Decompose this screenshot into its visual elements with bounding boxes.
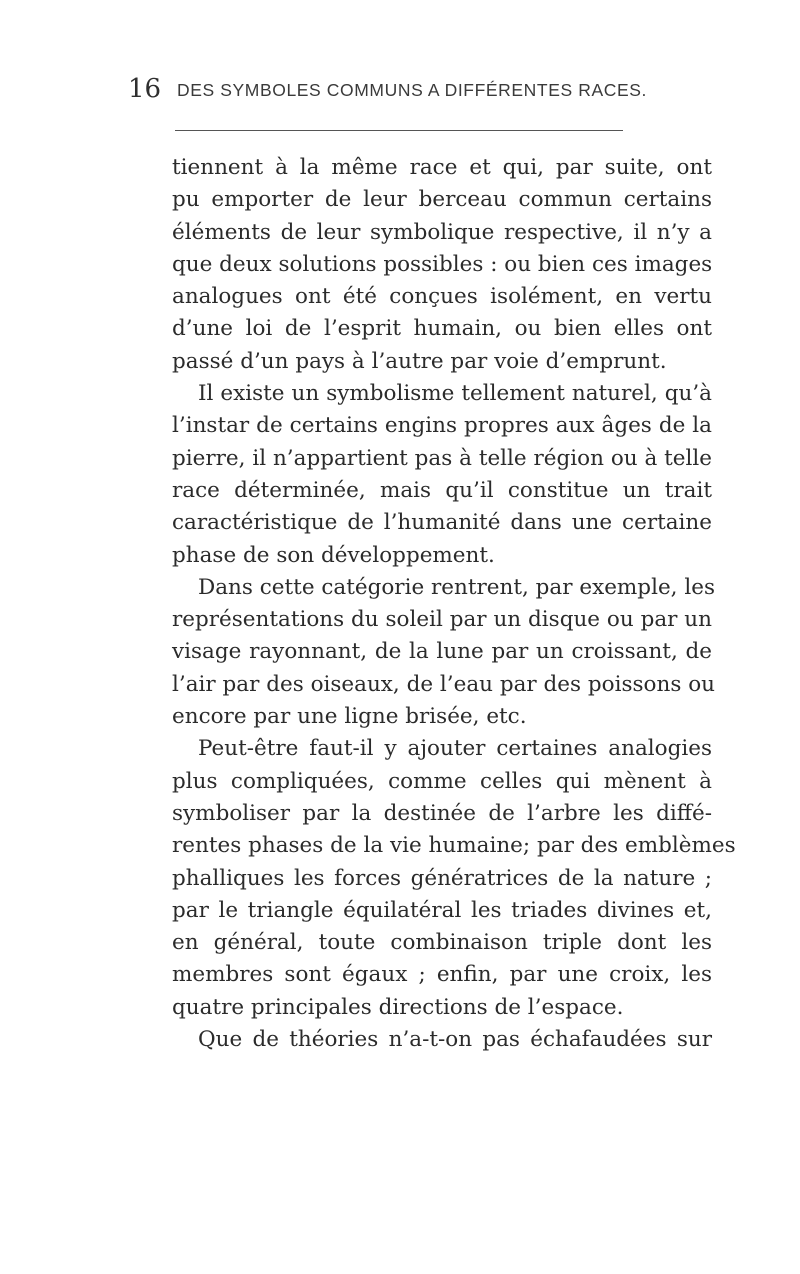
text-line: Dans cette catégorie rentrent, par exemple, les bbox=[198, 574, 715, 600]
text-line: pu emporter de leur berceau commun certains bbox=[172, 187, 712, 213]
text-line: plus compliquées, comme celles qui mènent à bbox=[172, 768, 712, 794]
running-header bbox=[128, 74, 688, 108]
text-line: que deux solutions possibles : ou bien ces images bbox=[172, 251, 713, 277]
text-line: visage rayonnant, de la lune par un croissant, de bbox=[172, 639, 712, 665]
running-title: DES SYMBOLES COMMUNS A DIFFÉRENTES RACES. bbox=[177, 80, 647, 100]
text-line: symboliser par la destinée de l’arbre les diffé- bbox=[172, 800, 712, 826]
text-line: représentations du soleil par un disque ou par un bbox=[172, 607, 712, 633]
text-line: quatre principales directions de l’espace. bbox=[172, 994, 624, 1020]
text-line: Il existe un symbolisme tellement naturel, qu’à bbox=[198, 381, 712, 407]
text-line: l’air par des oiseaux, de l’eau par des poissons ou bbox=[172, 671, 716, 697]
text-line: en général, toute combinaison triple dont les bbox=[172, 930, 712, 956]
text-line: encore par une ligne brisée, etc. bbox=[172, 704, 527, 730]
text-line: phase de son développement. bbox=[172, 542, 495, 568]
text-line: Peut-être faut-il y ajouter certaines analogies bbox=[198, 736, 712, 762]
text-line: éléments de leur symbolique respective, il n’y a bbox=[172, 219, 712, 245]
text-line: pierre, il n’appartient pas à telle région ou à telle bbox=[172, 445, 712, 471]
text-line: phalliques les forces génératrices de la nature ; bbox=[172, 865, 712, 891]
text-line: membres sont égaux ; enfin, par une croix, les bbox=[172, 962, 712, 988]
header-rule bbox=[175, 130, 623, 131]
text-line: rentes phases de la vie humaine; par des emblèmes bbox=[172, 833, 736, 859]
page-number: 16 bbox=[128, 74, 162, 104]
text-line: Que de théories n’a-t-on pas échafaudées sur bbox=[198, 1027, 712, 1053]
text-line: l’instar de certains engins propres aux âges de la bbox=[172, 413, 712, 439]
text-line: analogues ont été conçues isolément, en vertu bbox=[172, 284, 712, 310]
text-line: passé d’un pays à l’autre par voie d’emprunt. bbox=[172, 348, 667, 374]
text-line: par le triangle équilatéral les triades divines et, bbox=[172, 897, 712, 923]
body-text bbox=[172, 152, 736, 1056]
text-line: d’une loi de l’esprit humain, ou bien elles ont bbox=[172, 316, 712, 342]
text-line: tiennent à la même race et qui, par suite, ont bbox=[172, 155, 712, 180]
text-line: race déterminée, mais qu’il constitue un trait bbox=[172, 477, 712, 503]
text-line: caractéristique de l’humanité dans une certaine bbox=[172, 510, 712, 536]
